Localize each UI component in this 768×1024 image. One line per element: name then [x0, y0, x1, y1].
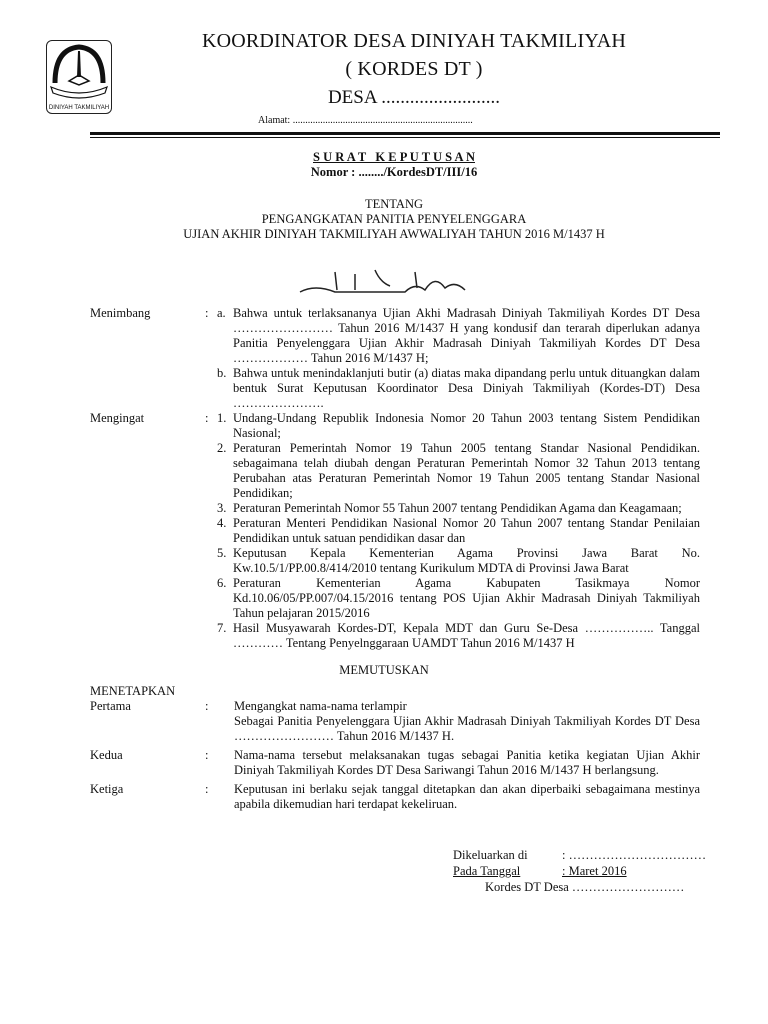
pertama: Pertama : Mengangkat nama-nama terlampir Sebagai Panitia Penyelenggara Ujian Akhir Madrasah Diniyah Takmiliyah Kordes DT Desa …………………… Tahun 2016 M/1437 H. — [90, 699, 700, 743]
signature-block — [90, 848, 707, 898]
subject-line-1: PENGANGKATAN PANITIA PENYELENGGARA — [261, 212, 527, 226]
desa-line: DESA ......................... — [327, 87, 501, 108]
dikeluarkan-value: : …………………………… — [562, 848, 707, 862]
mengingat-item: Keputusan Kepala Kementerian Agama Provinsi Jawa Barat No. Kw.10.5/1/PP.00.8/414/2010 tentang Kurikulum MDTA di Provinsi Jawa Barat — [233, 546, 700, 575]
tentang: TENTANG — [364, 197, 423, 211]
menimbang-item: Bahwa untuk terlaksananya Ujian Akhi Madrasah Diniyah Takmiliyah Kordes DT Desa …………………… Tahun 2016 M/1437 H yang kondusif dan terarah diperlukan adanya Panitia Penyelenggara Ujian Akhir Madrasah Diniyah Takmiliyah Kordes DT Desa ……………… Tahun 2016 M/1437 H; — [233, 306, 700, 365]
mengingat-item: Hasil Musyawarah Kordes-DT, Kepala MDT dan Guru Se-Desa …………….. Tanggal ………… Tentang Penyelnggaraan UAMDT Tahun 2016 M/1437 H — [233, 621, 700, 650]
menimbang-a: Menimbang : a. Bahwa untuk terlaksananya Ujian Akhi Madrasah Diniyah Takmiliyah Kordes DT Desa …………………… Tahun 2016 M/1437 H yang kondusif dan terarah diperlukan adanya Panitia Penyelenggara Ujian Akhir Madrasah Diniyah Takmiliyah Kordes DT Desa ……………… Tahun 2016 M/1437 H; — [90, 306, 700, 365]
kedua-label: Kedua — [90, 748, 123, 762]
mengingat-item: Peraturan Pemerintah Nomor 55 Tahun 2007 tentang Pendidikan Agama dan Keagamaan; — [233, 501, 682, 515]
menimbang-b: b. Bahwa untuk menindaklanjuti butir (a) diatas maka dipandang perlu untuk dituangkan dalam bentuk Surat Keputusan Koordinator Desa Diniyah Takmiliyah (Kordes-DT) Desa …………………. — [217, 366, 700, 410]
document-body — [90, 306, 707, 898]
mengingat-item: Peraturan Kementerian Agama Kabupaten Tasikmaya Nomor Kd.10.06/05/PP.007/04.15/2016 tentang POS Ujian Akhir Madrasah Diniyah Takmiliyah Tahun pelajaran 2015/2016 — [233, 576, 700, 620]
mengingat-2: 2. Peraturan Pemerintah Nomor 19 Tahun 2005 tentang Standar Nasional Pendidikan. sebagaimana telah diubah dengan Peraturan Pemerintah Nomor 32 Tahun 2013 tentang Perubahan atas Peraturan Pemerintah Nomor 19 Tahun 2005 tentang Standar Nasional Pendidikan; — [217, 441, 700, 500]
bismillah-calligraphy-icon — [295, 262, 475, 302]
mengingat-item: Undang-Undang Republik Indonesia Nomor 20 Tahun 2003 tentang Sistem Pendidikan Nasional; — [233, 411, 700, 440]
document-number: Nomor : ......../KordesDT/III/16 — [310, 165, 478, 179]
org-subtitle: ( KORDES DT ) — [345, 58, 483, 80]
document-title: S U R A T K E P U T U S A N — [313, 150, 475, 164]
mengingat-item: Peraturan Menteri Pendidikan Nasional Nomor 20 Tahun 2007 tentang Standar Penilaian Pendidikan untuk satuan pendidikan dasar dan — [233, 516, 700, 545]
menimbang-label: Menimbang — [90, 306, 151, 320]
ketiga-label: Ketiga — [90, 782, 124, 796]
memutuskan-heading: MEMUTUSKAN — [339, 663, 429, 677]
menetapkan-label: MENETAPKAN — [90, 684, 176, 698]
header-rule-thin — [90, 137, 720, 138]
mengingat-3: 3. Peraturan Pemerintah Nomor 55 Tahun 2007 tentang Pendidikan Agama dan Keagamaan; — [90, 501, 700, 516]
subject-line-2: UJIAN AKHIR DINIYAH TAKMILIYAH AWWALIYAH TAHUN 2016 M/1437 H — [183, 227, 605, 241]
signatory: Kordes DT Desa ……………………… — [485, 880, 685, 894]
dikeluarkan-label: Dikeluarkan di — [453, 848, 528, 862]
kedua: Kedua : Nama-nama tersebut melaksanakan tugas sebagai Panitia ketika kegiatan Ujian Akhir Diniyah Takmiliyah Kordes DT Desa Sariwangi Tahun 2016 M/1437 H berlangsung. — [90, 748, 700, 777]
mengingat-1: Mengingat : 1. Undang-Undang Republik Indonesia Nomor 20 Tahun 2003 tentang Sistem Pendidikan Nasional; — [90, 411, 700, 440]
mengingat-label: Mengingat — [90, 411, 145, 425]
mengingat-item: Peraturan Pemerintah Nomor 19 Tahun 2005 tentang Standar Nasional Pendidikan. sebagaimana telah diubah dengan Peraturan Pemerintah Nomor 32 Tahun 2013 tentang Perubahan atas Peraturan Pemerintah Nomor 19 Tahun 2005 tentang Standar Nasional Pendidikan; — [233, 441, 700, 500]
mengingat-7: 7. Hasil Musyawarah Kordes-DT, Kepala MDT dan Guru Se-Desa …………….. Tanggal ………… Tentang Penyelnggaraan UAMDT Tahun 2016 M/1437 H — [217, 621, 700, 650]
alamat-line: Alamat: ........................................................................ — [258, 115, 473, 126]
org-title: KOORDINATOR DESA DINIYAH TAKMILIYAH — [201, 30, 627, 52]
mengingat-6: 6. Peraturan Kementerian Agama Kabupaten Tasikmaya Nomor Kd.10.06/05/PP.007/04.15/2016 tentang POS Ujian Akhir Madrasah Diniyah Takmiliyah Tahun pelajaran 2015/2016 — [217, 576, 700, 620]
mengingat-5: 5. Keputusan Kepala Kementerian Agama Provinsi Jawa Barat No. Kw.10.5/1/PP.00.8/414/2010 tentang Kurikulum MDTA di Provinsi Jawa Barat — [217, 546, 700, 575]
menimbang-item: Bahwa untuk menindaklanjuti butir (a) diatas maka dipandang perlu untuk dituangkan dalam bentuk Surat Keputusan Koordinator Desa Diniyah Takmiliyah (Kordes-DT) Desa …………………. — [233, 366, 700, 410]
logo-text: DINIYAH TAKMILIYAH — [48, 105, 110, 111]
tanggal-value: : Maret 2016 — [562, 864, 627, 878]
tanggal-label: Pada Tanggal — [453, 864, 521, 878]
header-rule — [90, 132, 720, 135]
mengingat-4: 4. Peraturan Menteri Pendidikan Nasional Nomor 20 Tahun 2007 tentang Standar Penilaian Pendidikan untuk satuan pendidikan dasar dan — [217, 516, 700, 545]
ketiga: Ketiga : Keputusan ini berlaku sejak tanggal ditetapkan dan akan diperbaiki sebagaimana mestinya apabila dikemudian hari terdapat kekeliruan. — [90, 782, 700, 811]
pertama-label: Pertama — [90, 699, 131, 713]
